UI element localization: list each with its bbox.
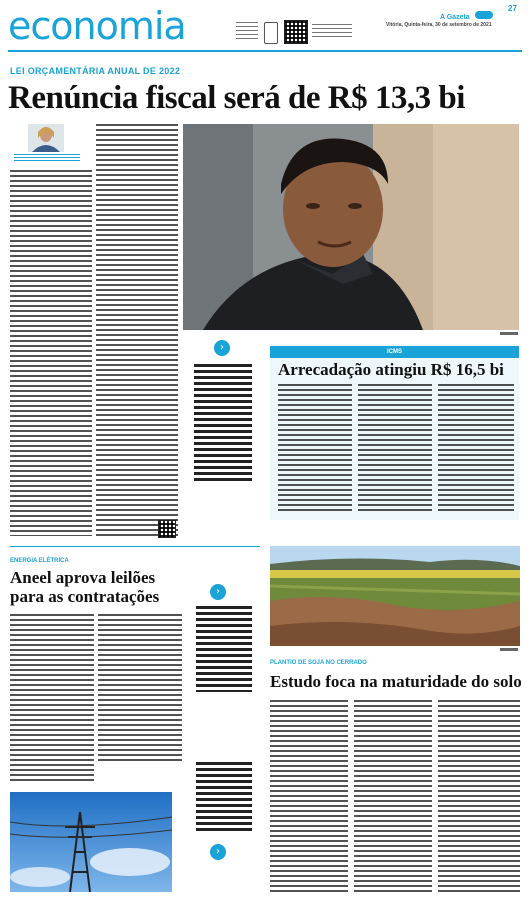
soil-kicker: PLANTIO DE SOJA NO CERRADO	[270, 660, 367, 666]
qr-code-icon	[158, 520, 176, 538]
photo-credit	[500, 332, 518, 335]
qr-code-icon	[284, 20, 308, 44]
main-text-col-2	[96, 124, 178, 536]
pull-quote-2	[196, 606, 252, 692]
date-line: Vitória, Quinta-feira, 30 de setembro de 2021	[386, 22, 492, 28]
aneel-headline-1: Aneel aprova leilões	[10, 568, 156, 587]
soil-text-col-1	[270, 700, 348, 892]
circle-arrow-icon: ›	[214, 340, 230, 356]
brand-name: A Gazeta	[440, 14, 470, 21]
header-promo-text	[236, 22, 258, 42]
soil-text-col-2	[354, 700, 432, 892]
sidebar-text-col-3	[438, 384, 514, 514]
photo-credit-2	[500, 648, 518, 651]
section-divider	[10, 546, 260, 547]
main-photo	[183, 124, 519, 330]
sidebar-headline: Arrecadação atingiu R$ 16,5 bi	[278, 360, 504, 379]
header-icons-group	[236, 20, 366, 46]
sidebar-tag: ICMS	[270, 346, 519, 358]
brand-logo	[440, 4, 500, 21]
circle-arrow-icon: ›	[210, 584, 226, 600]
aneel-headline-2: para as contratações	[10, 587, 160, 606]
power-lines-photo	[10, 792, 172, 892]
sidebar-text-col-2	[358, 384, 432, 514]
aneel-text-col-2	[98, 614, 182, 764]
circle-arrow-icon: ›	[210, 844, 226, 860]
soy-field-photo	[270, 546, 520, 646]
main-headline: Renúncia fiscal será de R$ 13,3 bi	[8, 80, 465, 116]
columnist-photo	[28, 124, 64, 152]
brand-dots-icon	[475, 11, 493, 19]
main-kicker: LEI ORÇAMENTÁRIA ANUAL DE 2022	[10, 66, 181, 76]
phone-icon	[264, 22, 278, 44]
section-masthead: economia	[8, 4, 186, 48]
main-text-col-1	[10, 170, 92, 536]
pull-quote-1	[194, 364, 252, 484]
pull-quote-3	[196, 762, 252, 832]
header-rule	[8, 50, 522, 52]
soil-headline: Estudo foca na maturidade do solo	[270, 672, 522, 691]
soil-text-col-3	[438, 700, 520, 892]
header-promo-text-2	[312, 24, 352, 40]
sidebar-text-col-1	[278, 384, 352, 514]
aneel-text-col-1	[10, 614, 94, 784]
page-number: 27	[508, 4, 517, 13]
aneel-kicker: ENERGIA ELÉTRICA	[10, 558, 69, 564]
columnist-caption	[14, 154, 80, 162]
